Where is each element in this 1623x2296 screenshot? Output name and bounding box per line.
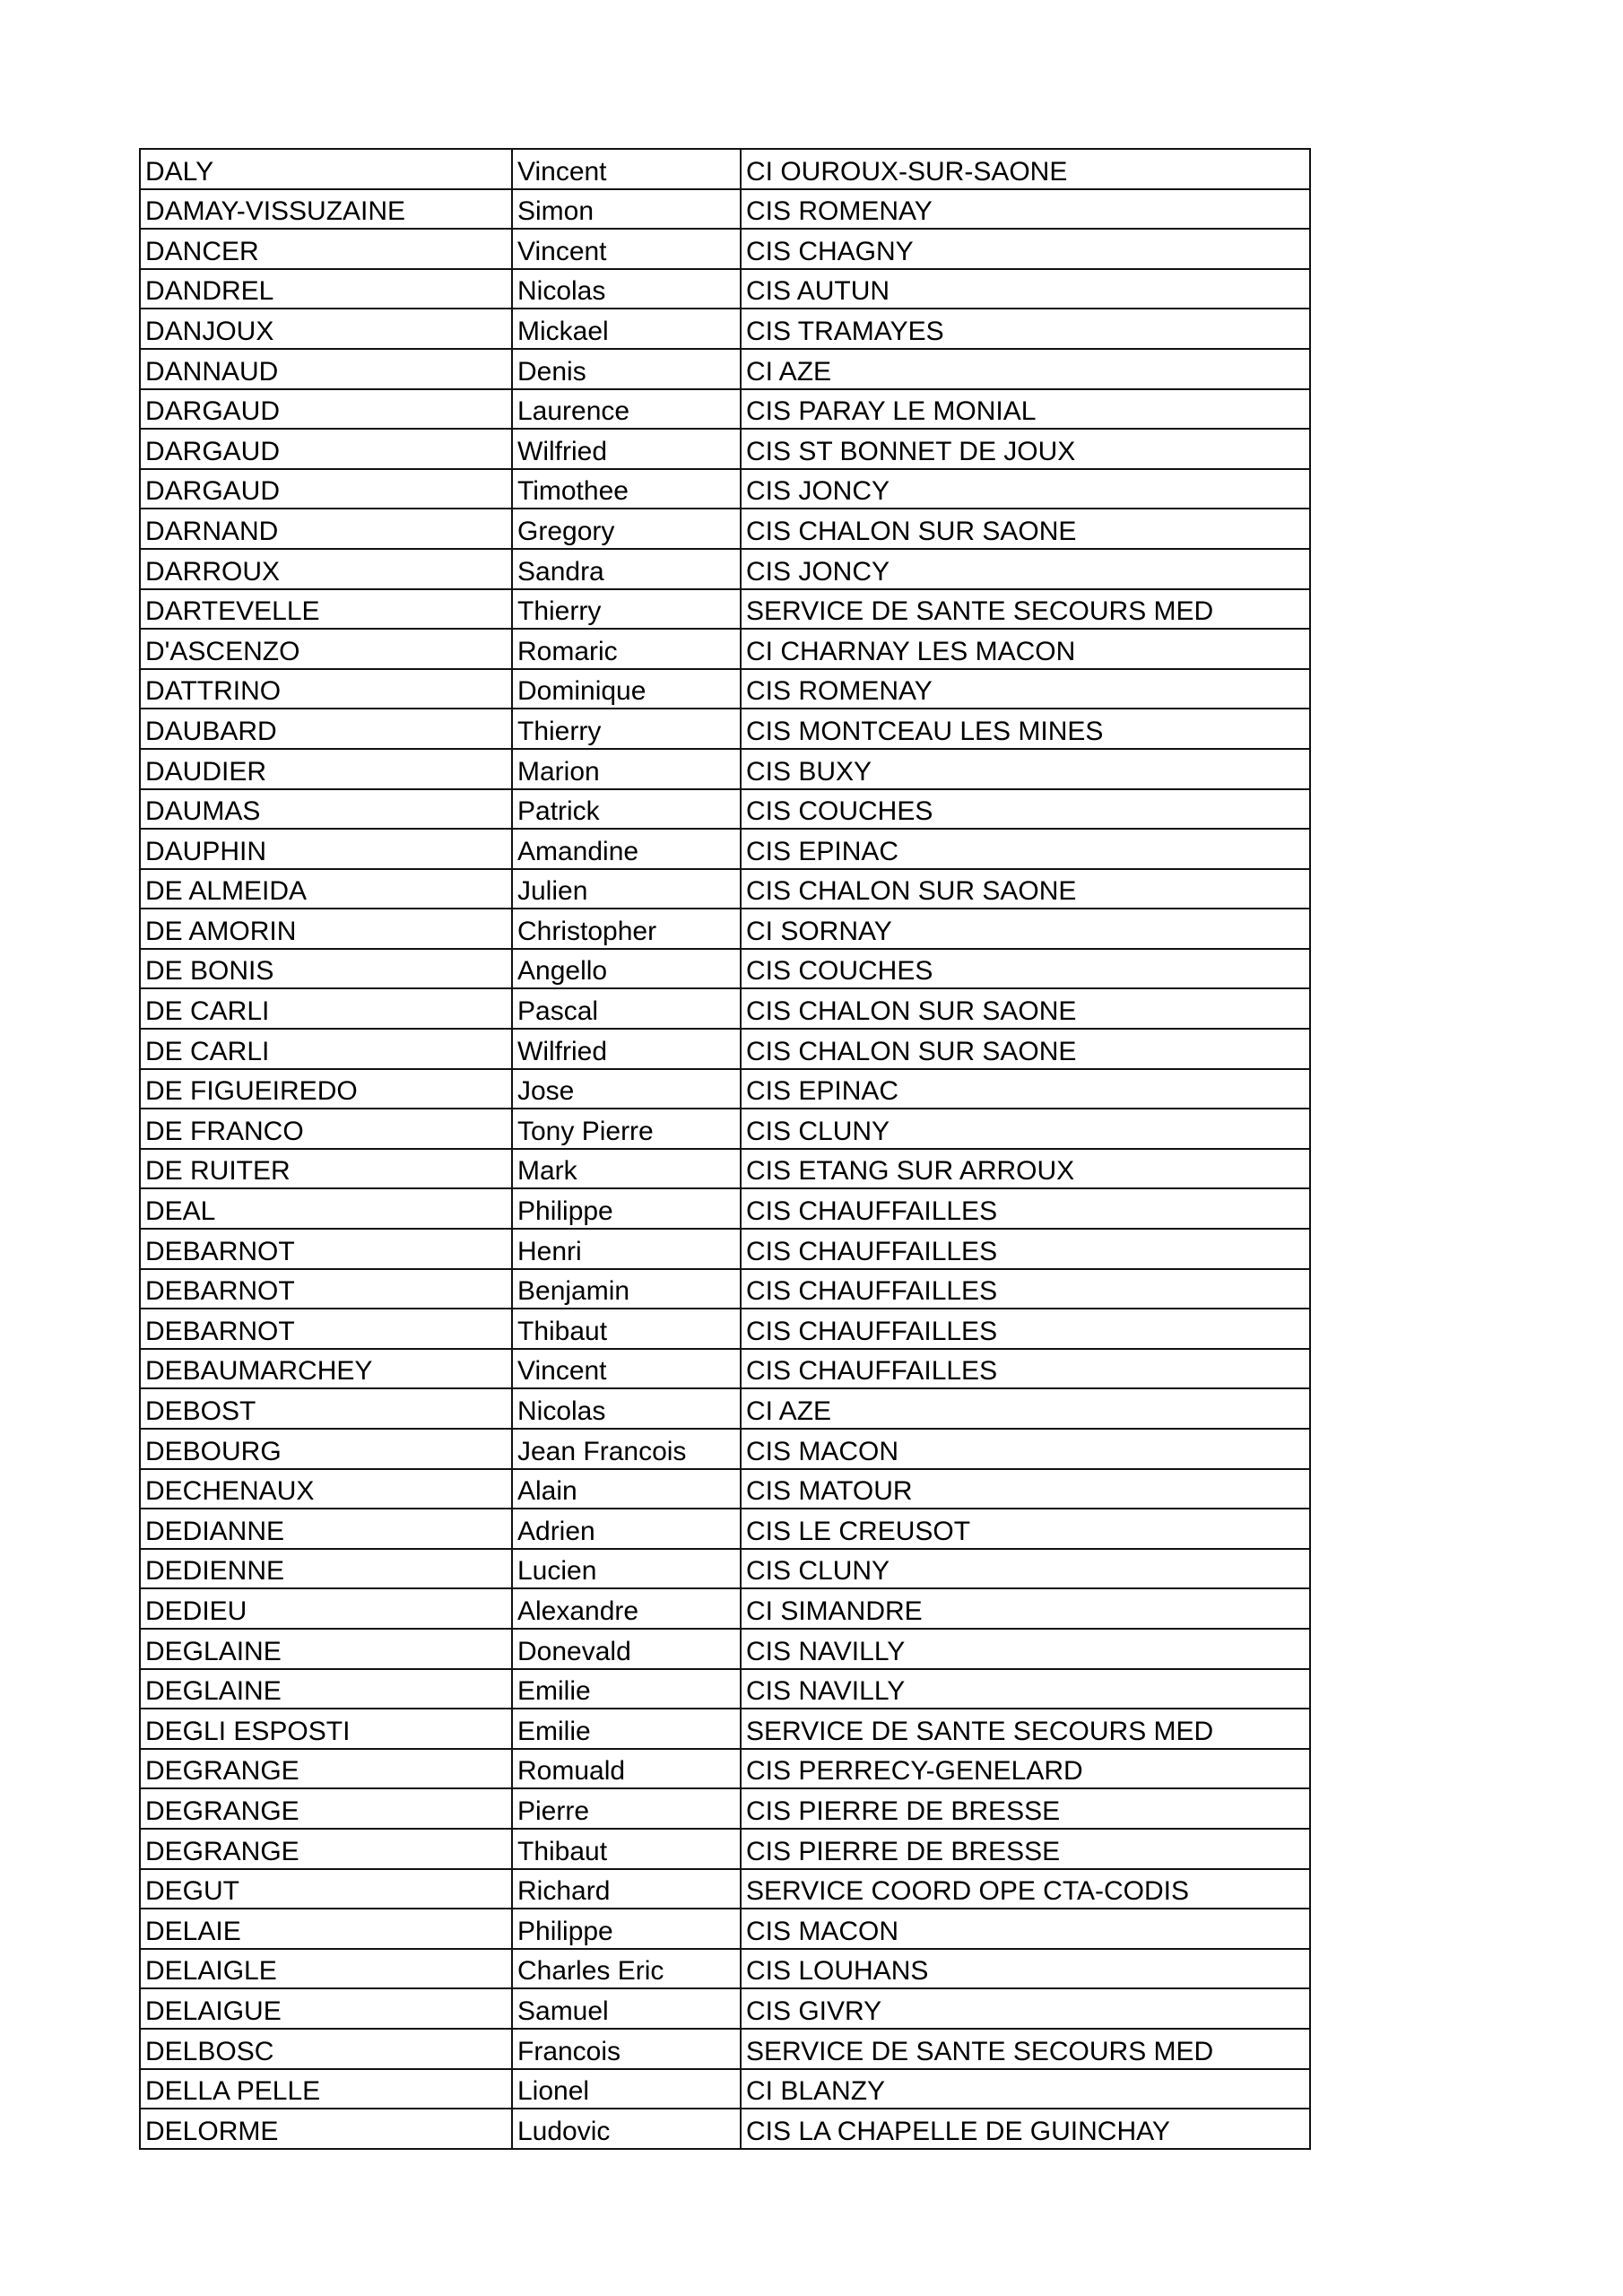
table-row: [140, 1469, 1310, 1509]
last-name-cell: DEGUT: [140, 1869, 512, 1909]
table-row: [140, 1188, 1310, 1229]
last-name-cell: DAUBARD: [140, 709, 512, 749]
table-row: [140, 429, 1310, 469]
table-row: [140, 389, 1310, 430]
unit-cell: CI SORNAY: [741, 909, 1310, 949]
unit-cell: CIS MACON: [741, 1909, 1310, 1949]
last-name-cell: DEGRANGE: [140, 1829, 512, 1869]
table-row: [140, 1069, 1310, 1109]
first-name-cell: Dominique: [512, 669, 741, 709]
table-row: [140, 1788, 1310, 1829]
first-name-cell: Charles Eric: [512, 1949, 741, 1989]
last-name-cell: DANNAUD: [140, 349, 512, 389]
first-name-cell: Jean Francois: [512, 1429, 741, 1469]
last-name-cell: DAMAY-VISSUZAINE: [140, 189, 512, 230]
unit-cell: CIS ROMENAY: [741, 189, 1310, 230]
unit-cell: CIS CHALON SUR SAONE: [741, 1029, 1310, 1069]
first-name-cell: Benjamin: [512, 1269, 741, 1309]
first-name-cell: Romaric: [512, 629, 741, 669]
table-row: [140, 509, 1310, 549]
last-name-cell: DEGLI ESPOSTI: [140, 1709, 512, 1749]
table-row: [140, 1109, 1310, 1149]
first-name-cell: Romuald: [512, 1749, 741, 1789]
last-name-cell: DE CARLI: [140, 988, 512, 1029]
first-name-cell: Lionel: [512, 2069, 741, 2109]
table-row: [140, 909, 1310, 949]
first-name-cell: Nicolas: [512, 269, 741, 309]
table-row: [140, 709, 1310, 749]
first-name-cell: Philippe: [512, 1188, 741, 1229]
unit-cell: CIS CLUNY: [741, 1549, 1310, 1589]
last-name-cell: DELLA PELLE: [140, 2069, 512, 2109]
table-row: [140, 469, 1310, 509]
table-row: [140, 1349, 1310, 1389]
table-row: [140, 189, 1310, 230]
unit-cell: CIS CHALON SUR SAONE: [741, 509, 1310, 549]
first-name-cell: Marion: [512, 749, 741, 789]
unit-cell: CIS JONCY: [741, 549, 1310, 589]
unit-cell: CIS CHALON SUR SAONE: [741, 869, 1310, 909]
first-name-cell: Samuel: [512, 1988, 741, 2029]
first-name-cell: Tony Pierre: [512, 1109, 741, 1149]
last-name-cell: DANCER: [140, 229, 512, 269]
unit-cell: CIS JONCY: [741, 469, 1310, 509]
first-name-cell: Vincent: [512, 1349, 741, 1389]
first-name-cell: Alain: [512, 1469, 741, 1509]
first-name-cell: Alexandre: [512, 1588, 741, 1629]
last-name-cell: DEDIEU: [140, 1588, 512, 1629]
unit-cell: SERVICE COORD OPE CTA-CODIS: [741, 1869, 1310, 1909]
unit-cell: CIS CHAUFFAILLES: [741, 1229, 1310, 1269]
unit-cell: CIS PIERRE DE BRESSE: [741, 1829, 1310, 1869]
last-name-cell: DEBOST: [140, 1388, 512, 1429]
first-name-cell: Thibaut: [512, 1829, 741, 1869]
unit-cell: CIS ROMENAY: [741, 669, 1310, 709]
table-row: [140, 1388, 1310, 1429]
first-name-cell: Sandra: [512, 549, 741, 589]
unit-cell: SERVICE DE SANTE SECOURS MED: [741, 589, 1310, 630]
unit-cell: CIS CHAGNY: [741, 229, 1310, 269]
table-row: [140, 1869, 1310, 1909]
table-row: [140, 1829, 1310, 1869]
table-row: [140, 1629, 1310, 1669]
unit-cell: CI BLANZY: [741, 2069, 1310, 2109]
last-name-cell: DECHENAUX: [140, 1469, 512, 1509]
first-name-cell: Thibaut: [512, 1309, 741, 1349]
last-name-cell: DE RUITER: [140, 1149, 512, 1189]
table-row: [140, 349, 1310, 389]
table-row: [140, 1909, 1310, 1949]
last-name-cell: D'ASCENZO: [140, 629, 512, 669]
unit-cell: CIS EPINAC: [741, 1069, 1310, 1109]
last-name-cell: DAUDIER: [140, 749, 512, 789]
unit-cell: CIS LE CREUSOT: [741, 1509, 1310, 1549]
last-name-cell: DARGAUD: [140, 469, 512, 509]
last-name-cell: DAUPHIN: [140, 829, 512, 869]
first-name-cell: Julien: [512, 869, 741, 909]
unit-cell: CIS ETANG SUR ARROUX: [741, 1149, 1310, 1189]
last-name-cell: DELAIE: [140, 1909, 512, 1949]
unit-cell: CIS CHALON SUR SAONE: [741, 988, 1310, 1029]
unit-cell: CIS MATOUR: [741, 1469, 1310, 1509]
unit-cell: CIS GIVRY: [741, 1988, 1310, 2029]
unit-cell: CIS COUCHES: [741, 789, 1310, 830]
table-row: [140, 789, 1310, 830]
table-row: [140, 2109, 1310, 2149]
last-name-cell: DELAIGLE: [140, 1949, 512, 1989]
first-name-cell: Pascal: [512, 988, 741, 1029]
first-name-cell: Pierre: [512, 1788, 741, 1829]
first-name-cell: Angello: [512, 949, 741, 989]
unit-cell: CI AZE: [741, 349, 1310, 389]
unit-cell: CIS MACON: [741, 1429, 1310, 1469]
table-row: [140, 149, 1310, 189]
table-row: [140, 1588, 1310, 1629]
first-name-cell: Patrick: [512, 789, 741, 830]
table-row: [140, 1309, 1310, 1349]
unit-cell: CIS PARAY LE MONIAL: [741, 389, 1310, 430]
unit-cell: CI SIMANDRE: [741, 1588, 1310, 1629]
first-name-cell: Richard: [512, 1869, 741, 1909]
first-name-cell: Laurence: [512, 389, 741, 430]
table-row: [140, 2069, 1310, 2109]
unit-cell: CIS CHAUFFAILLES: [741, 1349, 1310, 1389]
last-name-cell: DELAIGUE: [140, 1988, 512, 2029]
table-row: [140, 1269, 1310, 1309]
first-name-cell: Thierry: [512, 709, 741, 749]
last-name-cell: DEDIANNE: [140, 1509, 512, 1549]
table-row: [140, 1988, 1310, 2029]
last-name-cell: DEGLAINE: [140, 1629, 512, 1669]
table-row: [140, 1749, 1310, 1789]
unit-cell: CIS PIERRE DE BRESSE: [741, 1788, 1310, 1829]
first-name-cell: Vincent: [512, 229, 741, 269]
unit-cell: CIS COUCHES: [741, 949, 1310, 989]
last-name-cell: DE ALMEIDA: [140, 869, 512, 909]
unit-cell: CIS LOUHANS: [741, 1949, 1310, 1989]
unit-cell: CIS CHAUFFAILLES: [741, 1309, 1310, 1349]
last-name-cell: DARROUX: [140, 549, 512, 589]
last-name-cell: DEAL: [140, 1188, 512, 1229]
last-name-cell: DEBAUMARCHEY: [140, 1349, 512, 1389]
table-row: [140, 1229, 1310, 1269]
unit-cell: CIS MONTCEAU LES MINES: [741, 709, 1310, 749]
last-name-cell: DEBARNOT: [140, 1229, 512, 1269]
last-name-cell: DEGLAINE: [140, 1669, 512, 1709]
table-row: [140, 869, 1310, 909]
last-name-cell: DE CARLI: [140, 1029, 512, 1069]
first-name-cell: Donevald: [512, 1629, 741, 1669]
first-name-cell: Christopher: [512, 909, 741, 949]
last-name-cell: DE FIGUEIREDO: [140, 1069, 512, 1109]
first-name-cell: Jose: [512, 1069, 741, 1109]
first-name-cell: Ludovic: [512, 2109, 741, 2149]
table-row: [140, 1029, 1310, 1069]
unit-cell: CIS NAVILLY: [741, 1669, 1310, 1709]
table-row: [140, 1669, 1310, 1709]
table-row: [140, 669, 1310, 709]
first-name-cell: Mickael: [512, 309, 741, 349]
unit-cell: SERVICE DE SANTE SECOURS MED: [741, 1709, 1310, 1749]
table-row: [140, 549, 1310, 589]
table-row: [140, 829, 1310, 869]
roster-table: [139, 148, 1311, 2150]
table-row: [140, 949, 1310, 989]
unit-cell: CI OUROUX-SUR-SAONE: [741, 149, 1310, 189]
last-name-cell: DE BONIS: [140, 949, 512, 989]
last-name-cell: DELORME: [140, 2109, 512, 2149]
last-name-cell: DEGRANGE: [140, 1788, 512, 1829]
table-row: [140, 1709, 1310, 1749]
first-name-cell: Nicolas: [512, 1388, 741, 1429]
first-name-cell: Thierry: [512, 589, 741, 630]
unit-cell: CIS BUXY: [741, 749, 1310, 789]
unit-cell: SERVICE DE SANTE SECOURS MED: [741, 2029, 1310, 2069]
first-name-cell: Henri: [512, 1229, 741, 1269]
first-name-cell: Wilfried: [512, 429, 741, 469]
unit-cell: CIS PERRECY-GENELARD: [741, 1749, 1310, 1789]
last-name-cell: DANDREL: [140, 269, 512, 309]
last-name-cell: DE FRANCO: [140, 1109, 512, 1149]
table-row: [140, 1549, 1310, 1589]
table-row: [140, 309, 1310, 349]
table-row: [140, 749, 1310, 789]
table-row: [140, 1949, 1310, 1989]
unit-cell: CIS CLUNY: [741, 1109, 1310, 1149]
first-name-cell: Wilfried: [512, 1029, 741, 1069]
first-name-cell: Mark: [512, 1149, 741, 1189]
table-row: [140, 589, 1310, 630]
last-name-cell: DAUMAS: [140, 789, 512, 830]
first-name-cell: Denis: [512, 349, 741, 389]
last-name-cell: DEGRANGE: [140, 1749, 512, 1789]
table-row: [140, 1429, 1310, 1469]
unit-cell: CIS TRAMAYES: [741, 309, 1310, 349]
first-name-cell: Philippe: [512, 1909, 741, 1949]
table-row: [140, 269, 1310, 309]
unit-cell: CIS CHAUFFAILLES: [741, 1269, 1310, 1309]
first-name-cell: Amandine: [512, 829, 741, 869]
unit-cell: CIS LA CHAPELLE DE GUINCHAY: [741, 2109, 1310, 2149]
first-name-cell: Francois: [512, 2029, 741, 2069]
last-name-cell: DALY: [140, 149, 512, 189]
last-name-cell: DEBOURG: [140, 1429, 512, 1469]
table-row: [140, 1149, 1310, 1189]
roster-table-body: [140, 149, 1310, 2149]
first-name-cell: Gregory: [512, 509, 741, 549]
last-name-cell: DELBOSC: [140, 2029, 512, 2069]
unit-cell: CIS NAVILLY: [741, 1629, 1310, 1669]
table-row: [140, 2029, 1310, 2069]
last-name-cell: DEBARNOT: [140, 1309, 512, 1349]
last-name-cell: DEBARNOT: [140, 1269, 512, 1309]
last-name-cell: DARTEVELLE: [140, 589, 512, 630]
unit-cell: CIS CHAUFFAILLES: [741, 1188, 1310, 1229]
first-name-cell: Emilie: [512, 1669, 741, 1709]
last-name-cell: DARNAND: [140, 509, 512, 549]
first-name-cell: Timothee: [512, 469, 741, 509]
last-name-cell: DANJOUX: [140, 309, 512, 349]
last-name-cell: DARGAUD: [140, 429, 512, 469]
table-row: [140, 629, 1310, 669]
last-name-cell: DARGAUD: [140, 389, 512, 430]
last-name-cell: DEDIENNE: [140, 1549, 512, 1589]
unit-cell: CIS EPINAC: [741, 829, 1310, 869]
roster-table-container: [139, 148, 1309, 2150]
first-name-cell: Emilie: [512, 1709, 741, 1749]
unit-cell: CIS AUTUN: [741, 269, 1310, 309]
unit-cell: CI CHARNAY LES MACON: [741, 629, 1310, 669]
unit-cell: CIS ST BONNET DE JOUX: [741, 429, 1310, 469]
first-name-cell: Lucien: [512, 1549, 741, 1589]
last-name-cell: DATTRINO: [140, 669, 512, 709]
first-name-cell: Simon: [512, 189, 741, 230]
first-name-cell: Vincent: [512, 149, 741, 189]
table-row: [140, 1509, 1310, 1549]
unit-cell: CI AZE: [741, 1388, 1310, 1429]
table-row: [140, 988, 1310, 1029]
last-name-cell: DE AMORIN: [140, 909, 512, 949]
table-row: [140, 229, 1310, 269]
first-name-cell: Adrien: [512, 1509, 741, 1549]
